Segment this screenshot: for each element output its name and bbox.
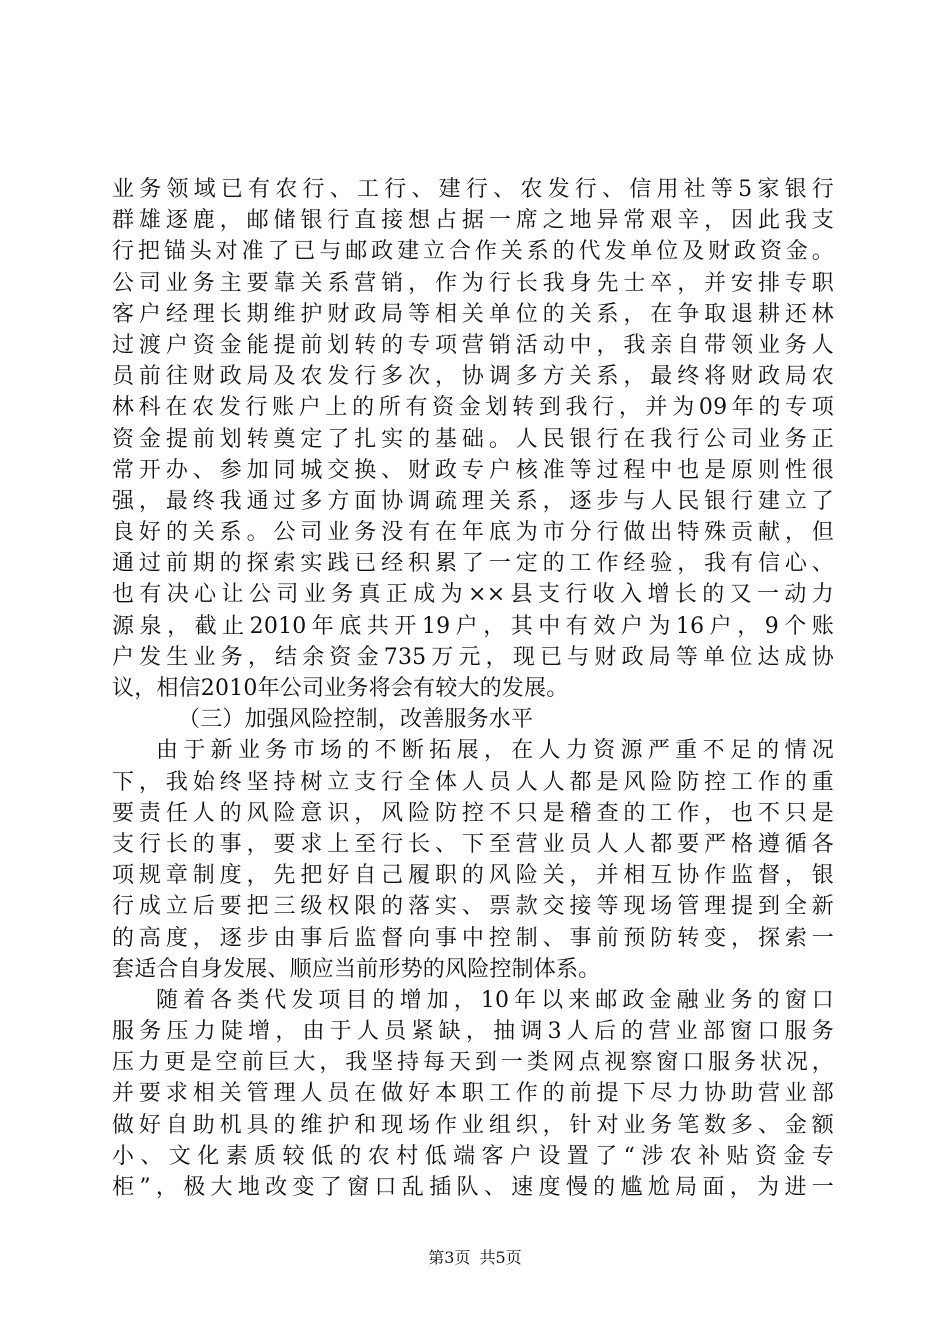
text-line: 项规章制度，先把好自己履职的风险关，并相互协作监督，银 [112,863,834,889]
text-line: 并要求相关管理人员在做好本职工作的前提下尽力协助营业部 [112,1081,834,1107]
text-line: 常开办、参加同城交换、财政专户核准等过程中也是原则性很 [112,457,834,483]
text-line: 柜”，极大地改变了窗口乱插队、速度慢的尴尬局面，为进一 [112,1175,834,1200]
text-line: 良好的关系。公司业务没有在年底为市分行做出特殊贡献，但 [112,520,834,546]
text-line: 支行长的事，要求上至行长、下至营业员人人都要严格遵循各 [112,831,834,857]
text-line: 源泉，截止2010年底共开19户，其中有效户为16户，9个账 [112,613,834,639]
text-line: 的高度，逐步由事后监督向事中控制、事前预防转变，探索一 [112,925,834,951]
page-number: 第3页 [428,1248,471,1267]
text-line: 通过前期的探索实践已经积累了一定的工作经验，我有信心、 [112,551,834,577]
text-line: 套适合自身发展、顺应当前形势的风险控制体系。 [112,956,601,982]
text-line: 户发生业务，结余资金735万元，现已与财政局等单位达成协 [112,644,834,670]
text-line: 行成立后要把三级权限的落实、票款交接等现场管理提到全新 [112,894,834,920]
text-line: 过渡户资金能提前划转的专项营销活动中，我亲自带领业务人 [112,332,834,358]
text-line: 员前往财政局及农发行多次，协调多方关系，最终将财政局农 [112,364,834,390]
section-heading: （三）加强风险控制，改善服务水平 [178,707,534,733]
text-line: 资金提前划转奠定了扎实的基础。人民银行在我行公司业务正 [112,426,834,452]
body-text [112,174,834,1203]
text-line: 林科在农发行账户上的所有资金划转到我行，并为09年的专项 [112,395,834,421]
text-line: 议，相信2010年公司业务将会有较大的发展。 [112,676,569,701]
page-footer [0,1248,950,1268]
text-line: 要责任人的风险意识，风险防控不只是稽查的工作，也不只是 [112,800,834,826]
text-line: 随着各类代发项目的增加，10年以来邮政金融业务的窗口 [156,987,834,1013]
text-line: 公司业务主要靠关系营销，作为行长我身先士卒，并安排专职 [112,270,834,296]
text-line: 压力更是空前巨大，我坚持每天到一类网点视察窗口服务状况， [112,1050,834,1076]
text-line: 行把锚头对准了已与邮政建立合作关系的代发单位及财政资金。 [112,239,834,265]
text-line: 也有决心让公司业务真正成为××县支行收入增长的又一动力 [112,582,834,608]
text-line: 由于新业务市场的不断拓展，在人力资源严重不足的情况 [156,738,834,764]
text-line: 业务领域已有农行、工行、建行、农发行、信用社等5家银行 [112,177,834,202]
text-line: 群雄逐鹿，邮储银行直接想占据一席之地异常艰辛，因此我支 [112,208,834,234]
text-line: 强，最终我通过多方面协调疏理关系，逐步与人民银行建立了 [112,488,834,514]
page-total: 共5页 [479,1248,522,1267]
text-line: 客户经理长期维护财政局等相关单位的关系，在争取退耕还林 [112,301,834,327]
text-line: 小、文化素质较低的农村低端客户设置了“涉农补贴资金专 [112,1143,834,1169]
text-line: 下，我始终坚持树立支行全体人员人人都是风险防控工作的重 [112,769,834,795]
text-line: 做好自助机具的维护和现场作业组织，针对业务笔数多、金额 [112,1112,834,1138]
text-line: 服务压力陡增，由于人员紧缺，抽调3人后的营业部窗口服务 [112,1019,834,1045]
